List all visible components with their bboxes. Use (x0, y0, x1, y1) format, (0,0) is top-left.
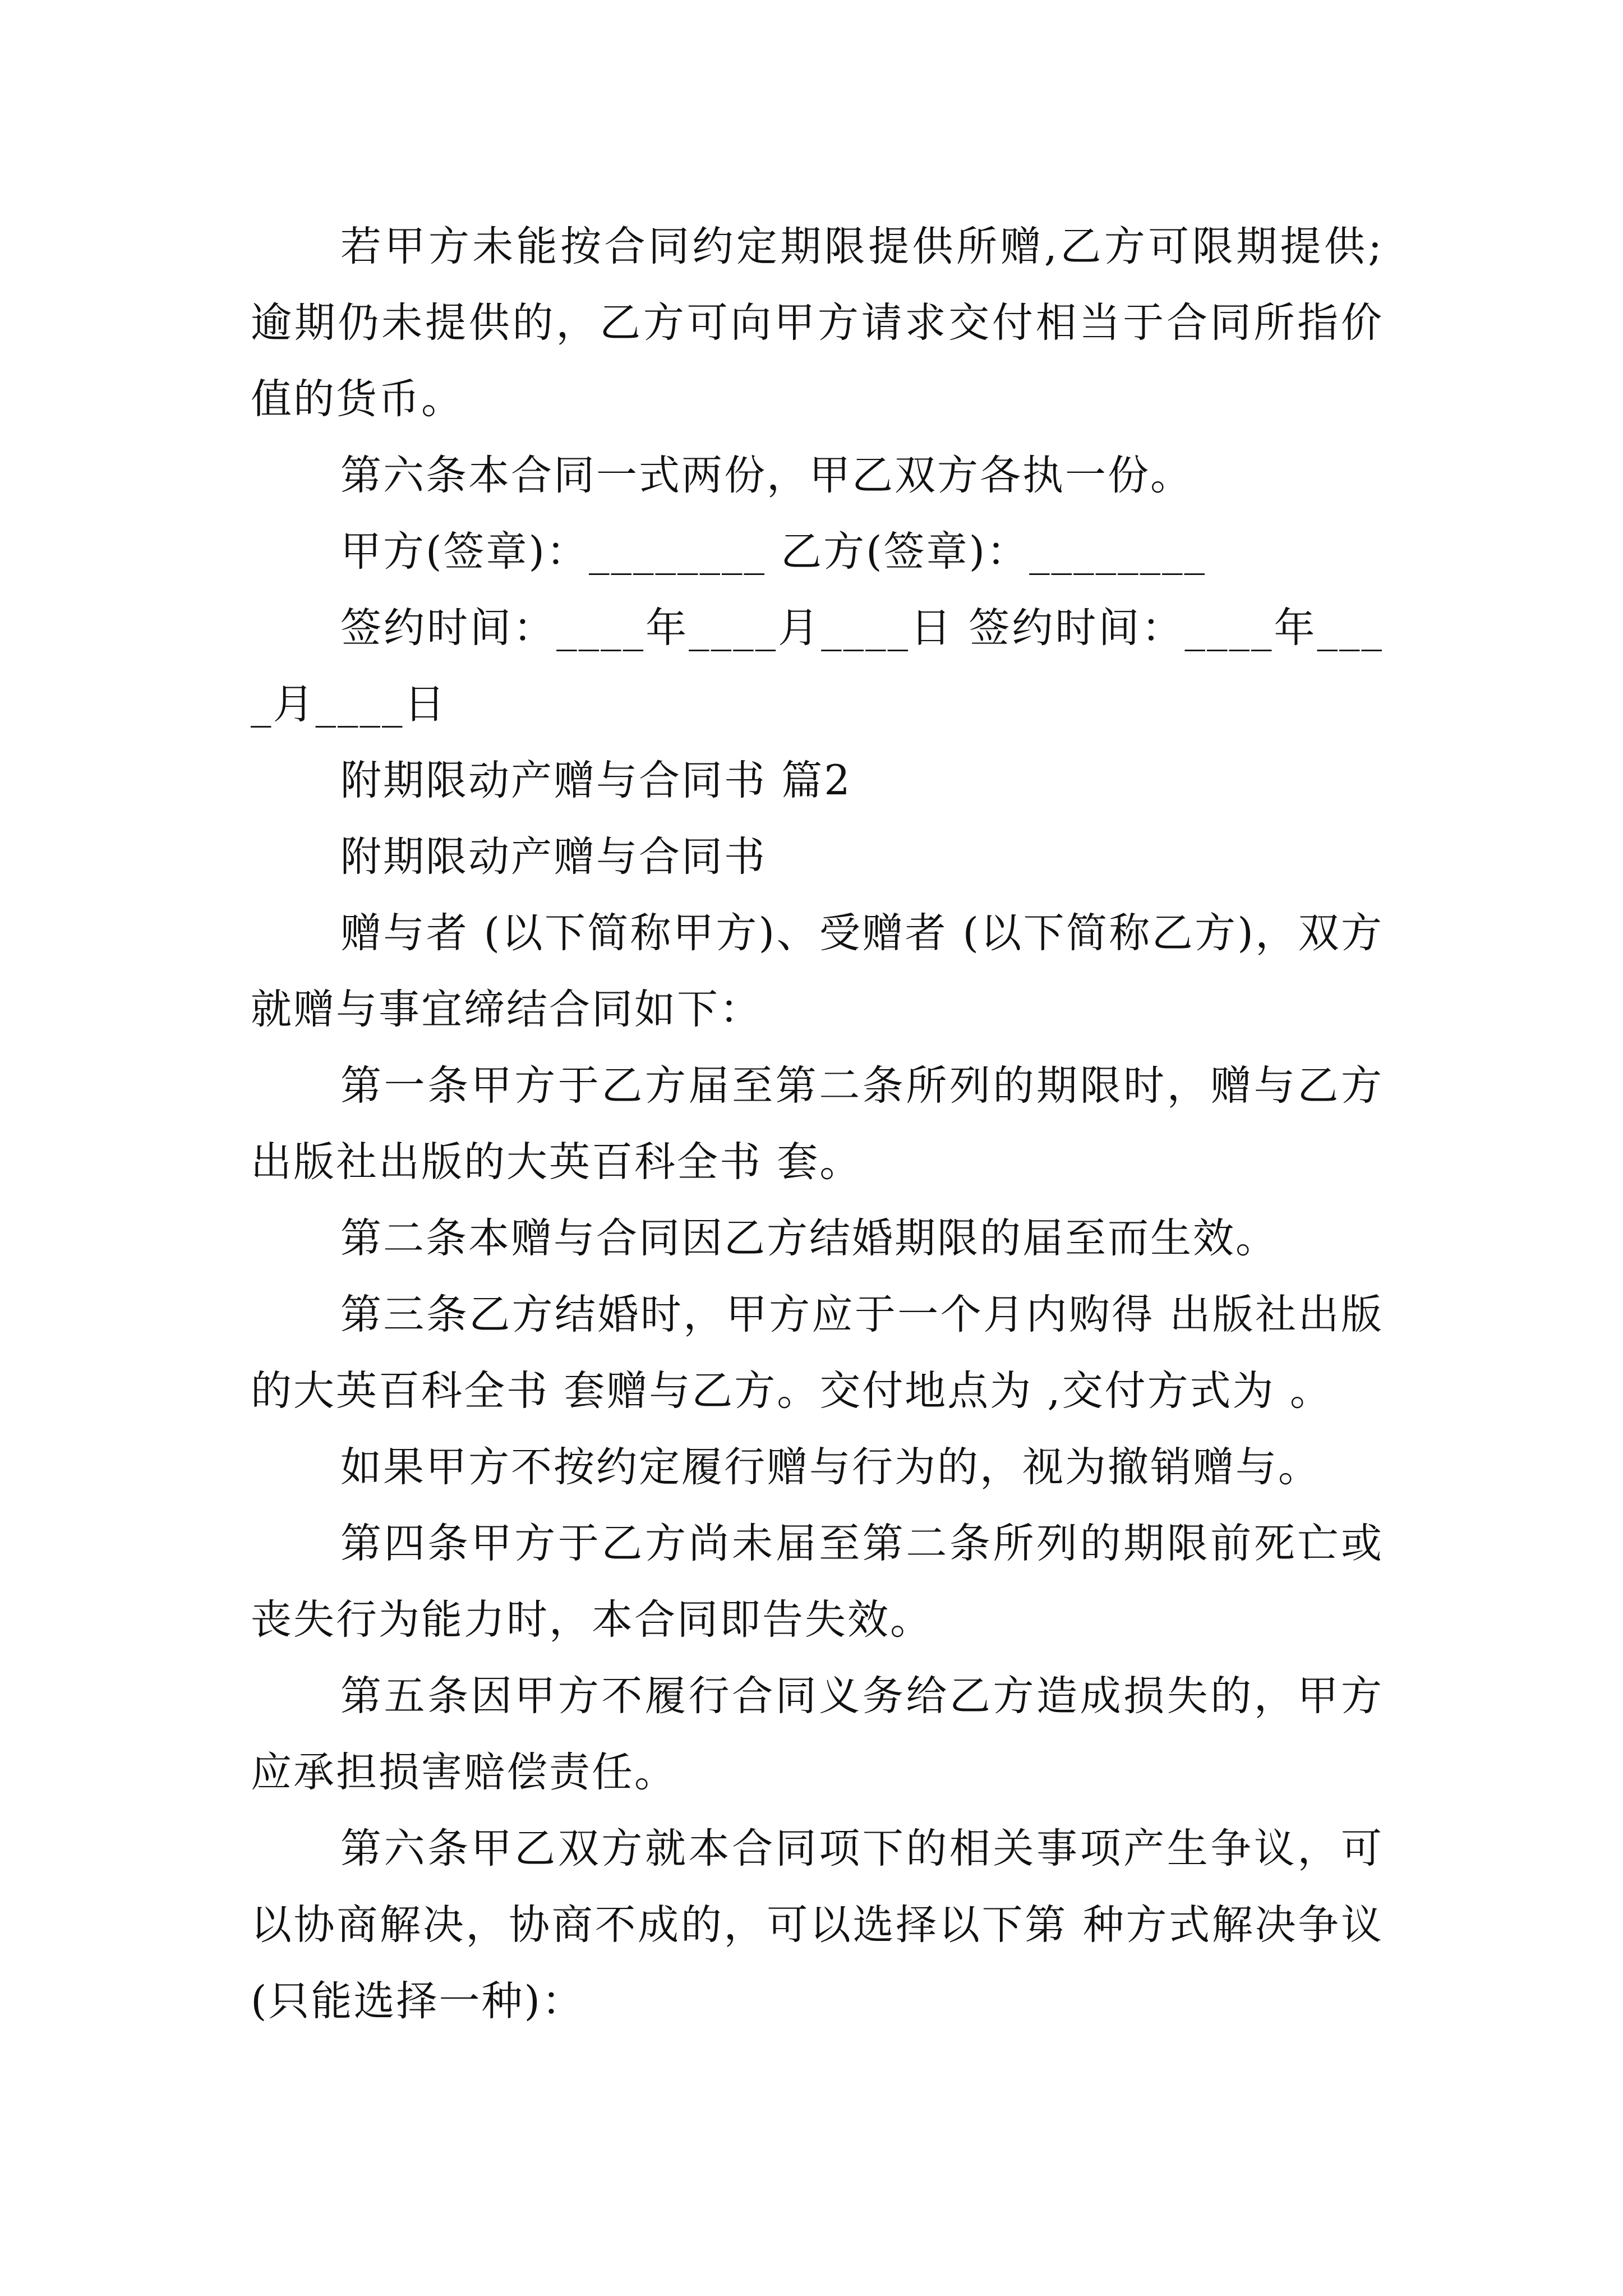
paragraph-article-two: 第二条本赠与合同因乙方结婚期限的届至而生效。 (340, 1214, 1278, 1262)
paragraph-article-four: 第四条甲方于乙方尚未届至第二条所列的期限前死亡或丧失行为能力时，本合同即告失效。 (251, 1520, 1384, 1644)
signing-date-line: 签约时间：____年____月____日 签约时间：____年____月____日 (251, 604, 1384, 728)
contract-title: 附期限动产赠与合同书 (340, 833, 767, 881)
section-heading: 附期限动产赠与合同书 篇2 (340, 757, 852, 804)
paragraph-article-five: 第五条因甲方不履行合同义务给乙方造成损失的，甲方应承担损害赔偿责任。 (251, 1672, 1384, 1796)
paragraph-article-one: 第一条甲方于乙方届至第二条所列的期限时，赠与乙方出版社出版的大英百科全书 套。 (251, 1062, 1384, 1186)
paragraph-article-six-copies: 第六条本合同一式两份，甲乙双方各执一份。 (340, 452, 1193, 499)
paragraph-article-six-dispute: 第六条甲乙双方就本合同项下的相关事项产生争议，可以协商解决，协商不成的，可以选择以下第 种方式解决争议(只能选择一种)： (251, 1825, 1384, 2025)
paragraph-parties: 赠与者 (以下简称甲方)、受赠者 (以下简称乙方)，双方就赠与事宜缔结合同如下： (251, 909, 1384, 1033)
signature-line: 甲方(签章)：________ 乙方(签章)：________ (340, 528, 1207, 576)
document-body (251, 209, 1384, 2040)
paragraph-revocation: 如果甲方不按约定履行赠与行为的，视为撤销赠与。 (340, 1443, 1321, 1491)
paragraph-gift-delivery-terms: 若甲方未能按合同约定期限提供所赠,乙方可限期提供;逾期仍未提供的，乙方可向甲方请求交付相当于合同所指价值的货币。 (251, 223, 1384, 423)
paragraph-article-three: 第三条乙方结婚时，甲方应于一个月内购得 出版社出版的大英百科全书 套赠与乙方。交付地点为 ,交付方式为 。 (251, 1291, 1384, 1415)
